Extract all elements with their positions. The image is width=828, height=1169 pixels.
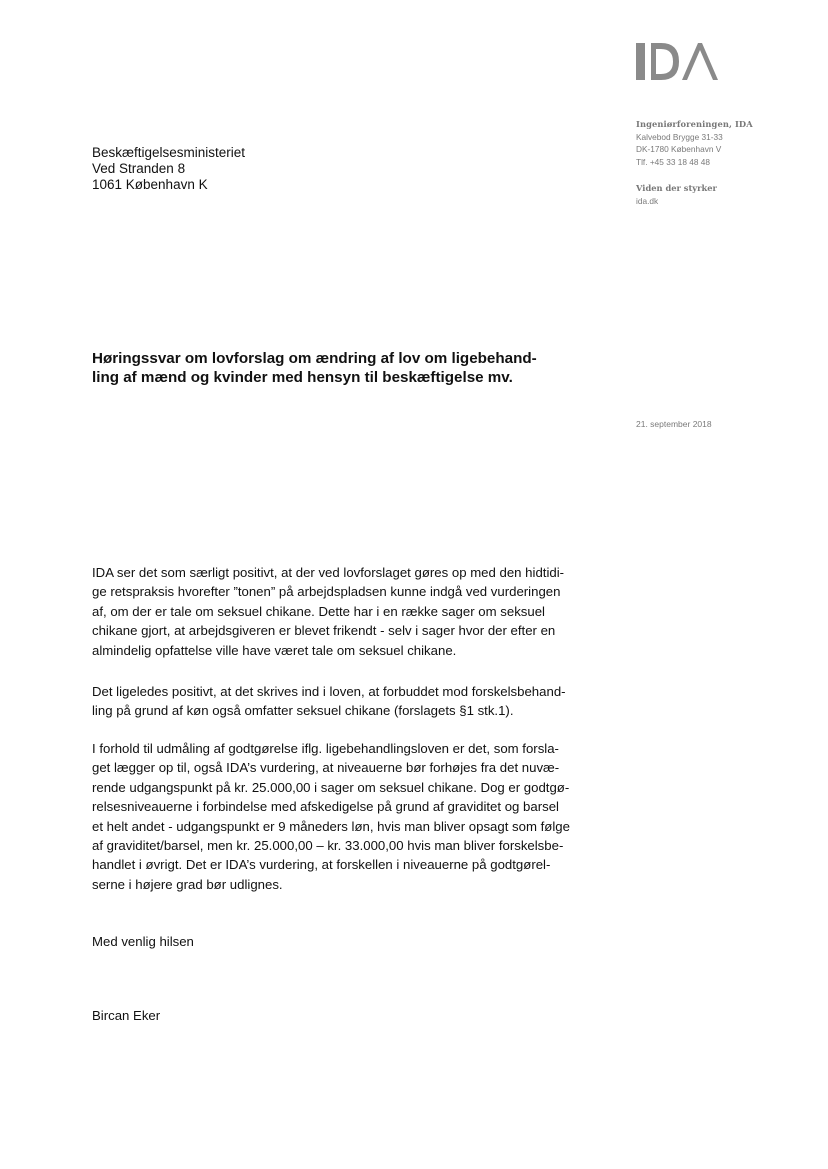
- paragraph-line: af graviditet/barsel, men kr. 25.000,00 – kr. 33.000,00 hvis man bliver forskelsbe-: [92, 838, 564, 854]
- sender-postal-line: DK-1780 København V: [636, 144, 722, 154]
- sender-address-line: Kalvebod Brygge 31-33: [636, 131, 723, 142]
- paragraph-line: relsesniveauerne i forbindelse med afskedigelse på grund af graviditet og barsel: [92, 799, 559, 815]
- subject-line: Høringssvar om lovforslag om ændring af lov om ligebehand-: [92, 350, 537, 367]
- paragraph-line: rende udgangspunkt på kr. 25.000,00 i sager om seksuel chikane. Dog er godtgø-: [92, 779, 570, 795]
- paragraph-line: handlet i øvrigt. Det er IDA’s vurdering, at forskellen i niveauerne på godtgørel-: [92, 857, 551, 873]
- sender-website: ida.dk: [636, 195, 659, 206]
- paragraph-line: almindelig opfattelse ville have været tale om seksuel chikane.: [92, 642, 457, 658]
- closing-salutation: Med venlig hilsen: [92, 934, 194, 949]
- paragraph-line: serne i højere grad bør udlignes.: [92, 876, 283, 892]
- body-paragraph-3: [92, 739, 612, 894]
- signature-name: Bircan Eker: [92, 1008, 161, 1023]
- paragraph-line: et helt andet - udgangspunkt er 9 måneders løn, hvis man bliver opsagt som følge: [92, 818, 570, 834]
- sender-org: Ingeniørforeningen, IDA: [636, 119, 753, 129]
- ida-logo: [636, 43, 718, 80]
- sender-tagline: Viden der styrker: [636, 183, 717, 193]
- recipient-address: [92, 145, 492, 193]
- paragraph-line: ge retspraksis hvorefter ”tonen” på arbejdspladsen kunne indgå ved vurderingen: [92, 584, 561, 600]
- paragraph-line: af, om der er tale om seksuel chikane. Dette har i en række sager om seksuel: [92, 603, 545, 619]
- sender-phone: Tlf. +45 33 18 48 48: [636, 156, 711, 167]
- paragraph-line: get lægger op til, også IDA’s vurdering, at niveauerne bør forhøjes fra det nuvæ-: [92, 760, 560, 776]
- letter-date: 21. september 2018: [636, 419, 712, 429]
- paragraph-line: IDA ser det som særligt positivt, at der ved lovforslaget gøres op med den hidtidi-: [92, 565, 565, 580]
- subject-line: ling af mænd og kvinder med hensyn til beskæftigelse mv.: [92, 369, 513, 386]
- letter-subject: [92, 349, 612, 387]
- body-paragraph-1: [92, 563, 612, 660]
- sender-block: [636, 118, 816, 207]
- recipient-city: 1061 København K: [92, 177, 208, 192]
- recipient-street: Ved Stranden 8: [92, 161, 186, 176]
- paragraph-line: I forhold til udmåling af godtgørelse iflg. ligebehandlingsloven er det, som forsla-: [92, 741, 559, 756]
- body-paragraph-2: [92, 682, 612, 721]
- recipient-name: Beskæftigelsesministeriet: [92, 145, 246, 160]
- paragraph-line: chikane gjort, at arbejdsgiveren er blevet frikendt - selv i sager hvor der efter en: [92, 623, 556, 639]
- paragraph-line: ling på grund af køn også omfatter seksuel chikane (forslagets §1 stk.1).: [92, 703, 514, 719]
- paragraph-line: Det ligeledes positivt, at det skrives ind i loven, at forbuddet mod forskelsbehand-: [92, 684, 566, 699]
